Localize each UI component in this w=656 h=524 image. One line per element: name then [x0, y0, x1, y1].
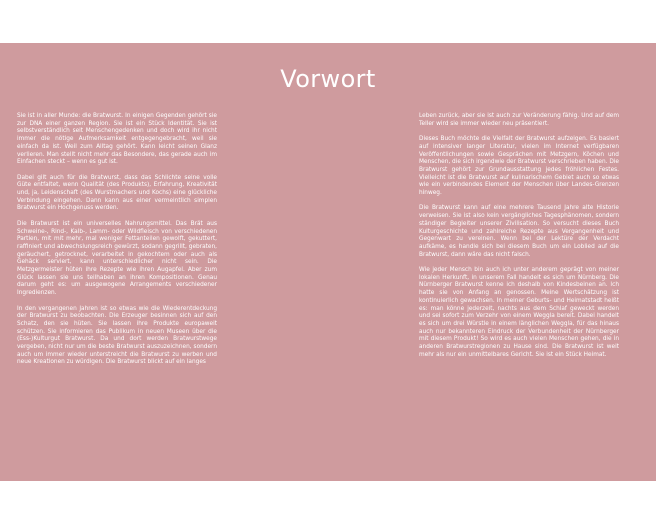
paragraph: Leben zurück, aber sie ist auch zur Veränderung fähig. Und auf dem Teller wird sie immer wieder neu präsentiert. — [419, 113, 619, 127]
paragraph: Sie ist in aller Munde: die Bratwurst. In einigen Gegenden gehört sie zur DNA einer ganzen Region. Sie ist ein Stück Identität. Sie ist selbstverständlich seit Menschengedenken und doch wird ihr nicht immer die nötige Aufmerksamkeit entgegengebracht, weil sie einfach da ist. Weil zum Alltag gehört. Kann leicht seinen Glanz verlieren. Man stellt nicht mehr das Besondere, das gerade auch im Einfachen steckt – wenn es gut ist. — [17, 113, 217, 166]
paragraph: Dabei gilt auch für die Bratwurst, dass das Schlichte seine volle Güte entfaltet, wenn Qualität (des Produkts), Erfahrung, Kreativität und, ja, Leidenschaft (des Wurstmachers und Kochs) eine glückliche Verbindung eingehen. Dann kann aus einer vermeintlich simplen Bratwurst ein Hochgenuss werden. — [17, 174, 217, 212]
paragraph: In den vergangenen Jahren ist so etwas wie die Wiederentdeckung der Bratwurst zu beobachten. Die Erzeuger besinnen sich auf den Schatz, den sie hüten. Sie lassen ihre Produkte europaweit schützen. Sie informieren das Publikum in neuen Museen über die (Ess-)Kulturgut Bratwurst. Da und dort werden Bratwurstwege vergeben, nicht nur um die beste Bratwurst auszuzeichnen, sondern auch um immer wieder unterstreicht die Bratwurst zu werben und neue Kreationen zu würdigen. Die Bratwurst blickt auf ein langes — [17, 305, 217, 366]
paragraph: Die Bratwurst kann auf eine mehrere Tausend Jahre alte Historie verweisen. Sie ist also kein vergängliches Tagesphänomen, sondern ständiger Begleiter unserer Zivilisation. So versucht dieses Buch Kulturgeschichte und zahlreiche Rezepte aus Vergangenheit und Gegenwart zu vereinen. Wenn bei der Lektüre der Verdacht aufkäme, es handle sich bei diesem Buch um ein Loblied auf die Bratwurst, dann wäre das nicht falsch. — [419, 205, 619, 258]
paragraph: Wie jeder Mensch bin auch ich unter anderem geprägt von meiner lokalen Herkunft, in unserem Fall handelt es sich um Nürnberg. Die Nürnberger Bratwurst kenne ich deshalb von Kindesbeinen an. Ich hatte sie von Anfang an genossen. Meine Wertschätzung ist kontinuierlich gewachsen. In meiner Geburts- und Heimatstadt heißt es: man könne jederzeit, nachts aus dem Schlaf geweckt werden und sei sofort zum Verzehr von einem Weggla bereit. Dabei handelt es sich um drei Würstle in einem länglichen Weggla, für das hinaus auch nur bekannteren Eindruck der Verbundenheit der Nürnberger mit diesem Produkt! So wird es auch vielen Menschen gehen, die in anderen Bratwurstregionen zu Hause sind. Die Bratwurst ist weit mehr als nur ein unmittelbares Gericht. Sie ist ein Stück Heimat. — [419, 267, 619, 358]
page-title: Vorwort — [280, 65, 376, 94]
book-spread — [0, 43, 656, 481]
text-column-left — [17, 113, 217, 375]
text-column-right — [419, 113, 619, 367]
paragraph: Dieses Buch möchte die Vielfalt der Bratwurst aufzeigen. Es basiert auf intensiver langer Literatur, vielen im Internet verfügbaren Veröffentlichungen sowie Gesprächen mit Metzgern, Köchen und Menschen, die sich irgendwie der Bratwurst verschrieben haben. Die Bratwurst gehört zur Grundausstattung jedes fröhlichen Festes. Vielleicht ist die Bratwurst auf kulinarischem Gebiet auch so etwas wie ein verbindendes Element der Menschen über Landes-Grenzen hinweg. — [419, 136, 619, 197]
paragraph: Die Bratwurst ist ein universelles Nahrungsmittel. Das Brät aus Schweine-, Rind-, Kalb-, Lamm- oder Wildfleisch von verschiedenen Partien, mit mit mehr, mal weniger Fettanteilen gewolft, gekuttert, raffiniert und abwechslungsreich gewürzt, sodann gegrillt, gebraten, geräuchert, getrocknet, verarbeitet in gekochtem oder auch als Gehäck serviert, kann unterschiedlicher nicht sein. Die Metzgermeister hüten ihre Rezepte wie ihren Augapfel. Aber zum Glück lassen sie uns teilhaben an ihren Kompositionen. Genau darum geht es: um ausgewogene Arrangements verschiedener Ingredienzen. — [17, 220, 217, 297]
